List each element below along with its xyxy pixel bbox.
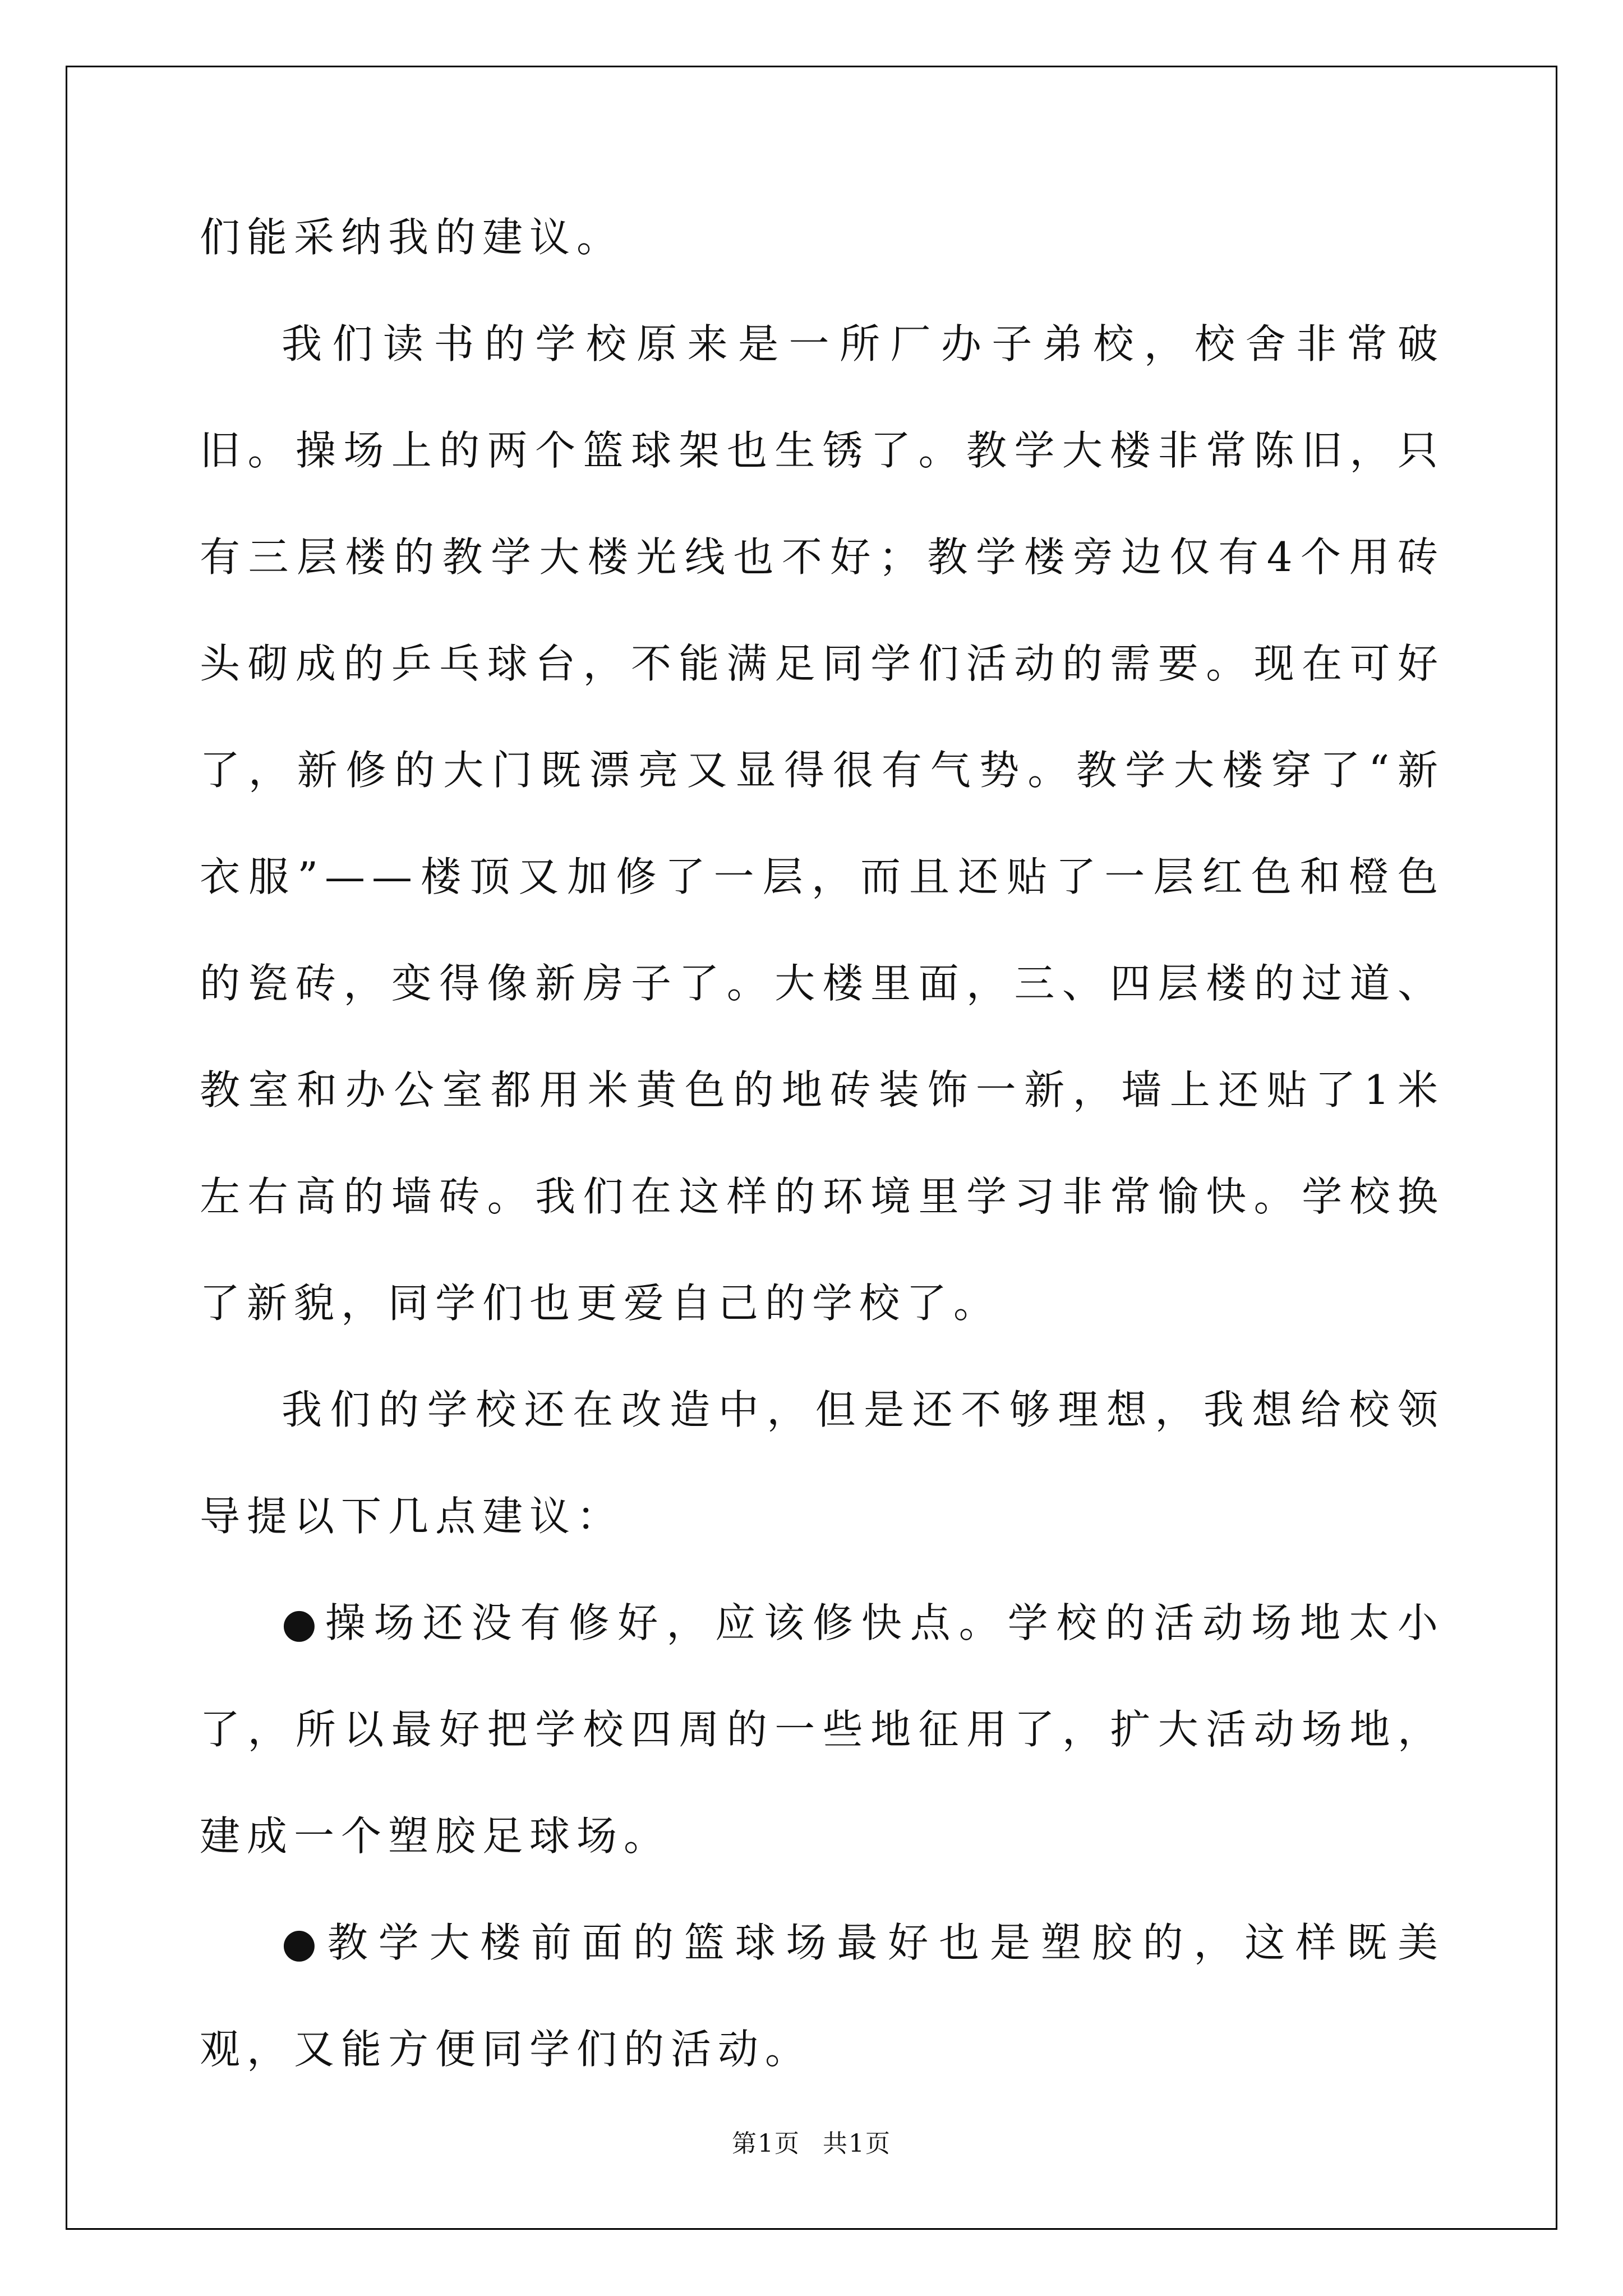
page-total: 共1页 <box>823 2129 891 2158</box>
page-number: 第1页 <box>732 2129 800 2158</box>
document-body <box>200 184 1445 2102</box>
paragraph: 我们读书的学校原来是一所厂办子弟校，校舍非常破旧。操场上的两个篮球架也生锈了。教学大楼非常陈旧，只有三层楼的教学大楼光线也不好；教学楼旁边仅有4个用砖头砌成的乒乓球台，不能满足同学们活动的需要。现在可好了，新修的大门既漂亮又显得很有气势。教学大楼穿了“新衣服”——楼顶又加修了一层，而且还贴了一层红色和橙色的瓷砖，变得像新房子了。大楼里面，三、四层楼的过道、教室和办公室都用米黄色的地砖装饰一新，墙上还贴了1米左右高的墙砖。我们在这样的环境里学习非常愉快。学校换了新貌，同学们也更爱自己的学校了。 <box>200 320 1445 1327</box>
page-footer <box>0 2127 1623 2161</box>
bullet-paragraph: ●教学大楼前面的篮球场最好也是塑胶的，这样既美观，又能方便同学们的活动。 <box>200 1919 1445 2073</box>
paragraph: 们能采纳我的建议。 <box>200 214 624 261</box>
paragraph: 我们的学校还在改造中，但是还不够理想，我想给校领导提以下几点建议： <box>200 1386 1445 1540</box>
bullet-paragraph: ●操场还没有修好，应该修快点。学校的活动场地太小了，所以最好把学校四周的一些地征用了，扩大活动场地，建成一个塑胶足球场。 <box>200 1599 1445 1860</box>
